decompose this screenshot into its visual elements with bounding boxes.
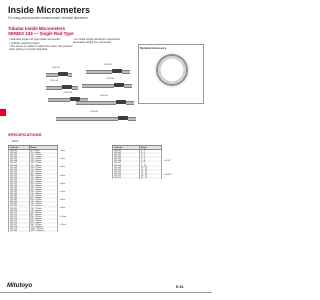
range-cell: 14 - 15" [139, 175, 161, 177]
accuracy-label: ±5μm [60, 174, 66, 177]
order-no-cell: 133-252 [113, 173, 140, 175]
order-no-cell: 133-149 [9, 167, 30, 169]
unit-label: Metric [12, 140, 19, 143]
range-cell: 11 - 12" [139, 169, 161, 171]
page-subtitle: For easy and accurate measurement of inside diameters [8, 16, 88, 20]
range-cell: 400 - 425mm [29, 179, 57, 181]
specifications-heading: SPECIFICATIONS [8, 132, 42, 137]
range-cell: 125 - 150mm [29, 156, 57, 158]
accuracy-label: ±3μm [60, 158, 66, 161]
order-no-cell: 133-241 [113, 150, 140, 153]
rod-label: 133-165 [90, 111, 99, 113]
range-cell: 200 - 225mm [29, 162, 57, 164]
range-cell: 1025 - 1050mm [29, 230, 57, 232]
order-no-cell: 133-147 [9, 162, 30, 164]
order-no-cell: 133-245 [113, 158, 140, 160]
order-no-cell: 133-247 [113, 162, 140, 164]
order-no-cell: 133-249 [113, 167, 140, 169]
table-row [113, 177, 162, 179]
rod-body [86, 70, 112, 74]
accuracy-label: ±9μm [60, 207, 66, 210]
section-title-line2: SERIES 133 — Single Rod Type [8, 31, 74, 36]
order-no-cell: 133-166 [9, 201, 30, 203]
order-no-cell: 133-162 [9, 193, 30, 195]
spec-table-metric [8, 145, 58, 232]
range-cell: 675 - 700mm [29, 201, 57, 203]
order-no-cell: 133-141 [9, 150, 30, 153]
range-cell: 600 - 625mm [29, 195, 57, 197]
order-no-cell: 133-168 [9, 205, 30, 207]
range-cell: 525 - 550mm [29, 189, 57, 191]
feature-item: • The sleeve is rotated to adjust the meter zero position when setting to a length standard. [9, 45, 73, 52]
section-tab-marker [0, 109, 6, 116]
range-cell: 850 - 875mm [29, 216, 57, 218]
order-no-cell: 133-254 [113, 177, 140, 179]
order-no-cell: 133-161 [9, 191, 30, 193]
range-cell: 3 - 4" [139, 152, 161, 154]
range-cell: 550 - 575mm [29, 191, 57, 193]
rod-body [46, 86, 62, 90]
order-no-cell: 133-158 [9, 185, 30, 187]
column-header: Range [139, 146, 161, 150]
accuracy-label: ±2μm [60, 150, 66, 152]
accuracy-label: ±8μm [60, 199, 66, 202]
rod-thimble [118, 116, 128, 121]
order-no-cell: 133-180 [9, 230, 30, 232]
range-cell: 950 - 975mm [29, 224, 57, 226]
rod-body [56, 117, 118, 121]
order-no-cell: 133-171 [9, 212, 30, 214]
range-cell: 750 - 775mm [29, 208, 57, 210]
order-no-cell: 133-176 [9, 222, 30, 224]
rod-thimble [62, 85, 72, 90]
footer-divider [0, 292, 212, 293]
range-cell: 5 - 6" [139, 156, 161, 158]
range-cell: 700 - 725mm [29, 203, 57, 205]
feature-item: • Standard single rod type inside micrometer. [9, 38, 61, 41]
range-cell: 50 - 75mm [29, 150, 57, 153]
order-no-cell: 133-177 [9, 224, 30, 226]
range-cell: 475 - 500mm [29, 185, 57, 187]
rod-thimble [114, 83, 124, 88]
rod-thimble [58, 72, 68, 77]
range-cell: 10 - 11" [139, 167, 161, 169]
range-cell: 250 - 275mm [29, 167, 57, 169]
order-no-cell: 133-175 [9, 220, 30, 222]
range-cell: 375 - 400mm [29, 177, 57, 179]
range-cell: 75 - 100mm [29, 152, 57, 154]
page-title: Inside Micrometers [8, 5, 91, 15]
order-no-cell: 133-154 [9, 177, 30, 179]
range-cell: 15 - 16" [139, 177, 161, 179]
order-no-cell: 133-143 [9, 154, 30, 156]
rod-label: 133-162 [100, 95, 109, 97]
order-no-cell: 133-173 [9, 216, 30, 218]
range-cell: 4 - 5" [139, 154, 161, 156]
order-no-cell: 133-246 [113, 160, 140, 162]
feature-list-left [9, 38, 73, 52]
column-header: Order No. [113, 146, 140, 150]
order-no-cell: 133-165 [9, 199, 30, 201]
table-row [9, 230, 58, 232]
rod-body [46, 73, 58, 77]
accuracy-label: ±11μm [60, 223, 66, 226]
range-cell: 450 - 475mm [29, 183, 57, 185]
range-cell: 875 - 900mm [29, 218, 57, 220]
order-no-cell: 133-250 [113, 169, 140, 171]
order-no-cell: 133-178 [9, 226, 30, 228]
section-title [8, 26, 74, 36]
order-no-cell: 133-172 [9, 214, 30, 216]
section-title-line1: Tubular Inside Micrometers [8, 26, 66, 31]
brand-logo [7, 283, 32, 289]
rod-body [122, 70, 130, 74]
order-no-cell: 133-244 [113, 156, 140, 158]
range-cell: 325 - 350mm [29, 173, 57, 175]
range-cell: 100 - 125mm [29, 154, 57, 156]
order-no-cell: 133-156 [9, 181, 30, 183]
range-cell: 650 - 675mm [29, 199, 57, 201]
order-no-cell: 133-142 [9, 152, 30, 154]
range-cell: 2 - 3" [139, 150, 161, 153]
setting-ring-image [154, 52, 190, 88]
rod-label: 133-148 [64, 92, 73, 94]
feature-item: • An inside length standard is required for accurately setting the micrometer. [73, 38, 121, 45]
range-cell: 775 - 800mm [29, 210, 57, 212]
order-no-cell: 133-169 [9, 208, 30, 210]
order-no-cell: 133-179 [9, 228, 30, 230]
page-number: E-51 [176, 285, 184, 289]
range-cell: 225 - 250mm [29, 165, 57, 167]
order-no-cell: 133-145 [9, 158, 30, 160]
range-cell: 425 - 450mm [29, 181, 57, 183]
accuracy-label: ±7μm [60, 190, 66, 193]
range-cell: 300 - 325mm [29, 171, 57, 173]
range-cell: 900 - 925mm [29, 220, 57, 222]
range-cell: 800 - 825mm [29, 212, 57, 214]
rod-label: 133-141 [52, 67, 61, 69]
range-cell: 9 - 10" [139, 165, 161, 167]
order-no-cell: 133-164 [9, 197, 30, 199]
order-no-cell: 133-243 [113, 154, 140, 156]
order-no-cell: 133-251 [113, 171, 140, 173]
feature-list-right [73, 38, 127, 45]
rod-body [126, 101, 134, 105]
order-no-cell: 133-160 [9, 189, 30, 191]
brand-logo-text: Mitutoyo [7, 283, 32, 289]
order-no-cell: 133-242 [113, 152, 140, 154]
rod-label: 133-143 [50, 80, 59, 82]
rod-label: 133-158 [106, 78, 115, 80]
rod-thimble [112, 69, 122, 74]
spec-table-inch [112, 145, 162, 179]
range-cell: 150 - 175mm [29, 158, 57, 160]
order-no-cell: 133-144 [9, 156, 30, 158]
range-cell: 6 - 7" [139, 158, 161, 160]
accuracy-label: ±4μm [60, 166, 66, 169]
range-cell: 725 - 750mm [29, 205, 57, 207]
rod-body [124, 84, 132, 88]
accuracy-label: ±.00015" [164, 174, 172, 176]
rod-body [82, 84, 114, 88]
rod-body [72, 86, 78, 90]
range-cell: 275 - 300mm [29, 169, 57, 171]
order-no-cell: 133-170 [9, 210, 30, 212]
range-cell: 625 - 650mm [29, 197, 57, 199]
order-no-cell: 133-159 [9, 187, 30, 189]
range-cell: 825 - 850mm [29, 214, 57, 216]
order-no-cell: 133-153 [9, 175, 30, 177]
range-cell: 975 - 1000mm [29, 226, 57, 228]
order-no-cell: 133-155 [9, 179, 30, 181]
rod-body [128, 117, 136, 121]
order-no-cell: 133-253 [113, 175, 140, 177]
range-cell: 13 - 14" [139, 173, 161, 175]
accuracy-label: ±6μm [60, 182, 66, 185]
column-header: Order No. [9, 146, 30, 150]
accuracy-label: ±.0001" [164, 160, 171, 162]
order-no-cell: 133-148 [9, 165, 30, 167]
order-no-cell: 133-157 [9, 183, 30, 185]
accuracy-label: ±10μm [60, 215, 67, 218]
order-no-cell: 133-163 [9, 195, 30, 197]
order-no-cell: 133-146 [9, 160, 30, 162]
rod-body [76, 101, 116, 105]
optional-accessory-label: Optional Accessory [140, 46, 167, 50]
range-cell: 350 - 375mm [29, 175, 57, 177]
range-cell: 8 - 9" [139, 162, 161, 164]
rod-body [48, 98, 70, 102]
range-cell: 500 - 525mm [29, 187, 57, 189]
order-no-cell: 133-248 [113, 165, 140, 167]
order-no-cell: 133-174 [9, 218, 30, 220]
range-cell: 7 - 8" [139, 160, 161, 162]
column-header: Range [29, 146, 57, 150]
range-cell: 1000 - 1025mm [29, 228, 57, 230]
range-cell: 575 - 600mm [29, 193, 57, 195]
order-no-cell: 133-150 [9, 169, 30, 171]
range-cell: 925 - 950mm [29, 222, 57, 224]
range-cell: 12 - 13" [139, 171, 161, 173]
rod-thimble [116, 100, 126, 105]
accuracy-labels-inch [164, 160, 174, 188]
rod-label: 133-153 [104, 64, 113, 66]
order-no-cell: 133-151 [9, 171, 30, 173]
rod-body [68, 73, 72, 77]
order-no-cell: 133-167 [9, 203, 30, 205]
order-no-cell: 133-152 [9, 173, 30, 175]
accuracy-labels-metric [60, 150, 70, 232]
range-cell: 175 - 200mm [29, 160, 57, 162]
feature-item: • Carbide measuring faces. [9, 41, 41, 45]
